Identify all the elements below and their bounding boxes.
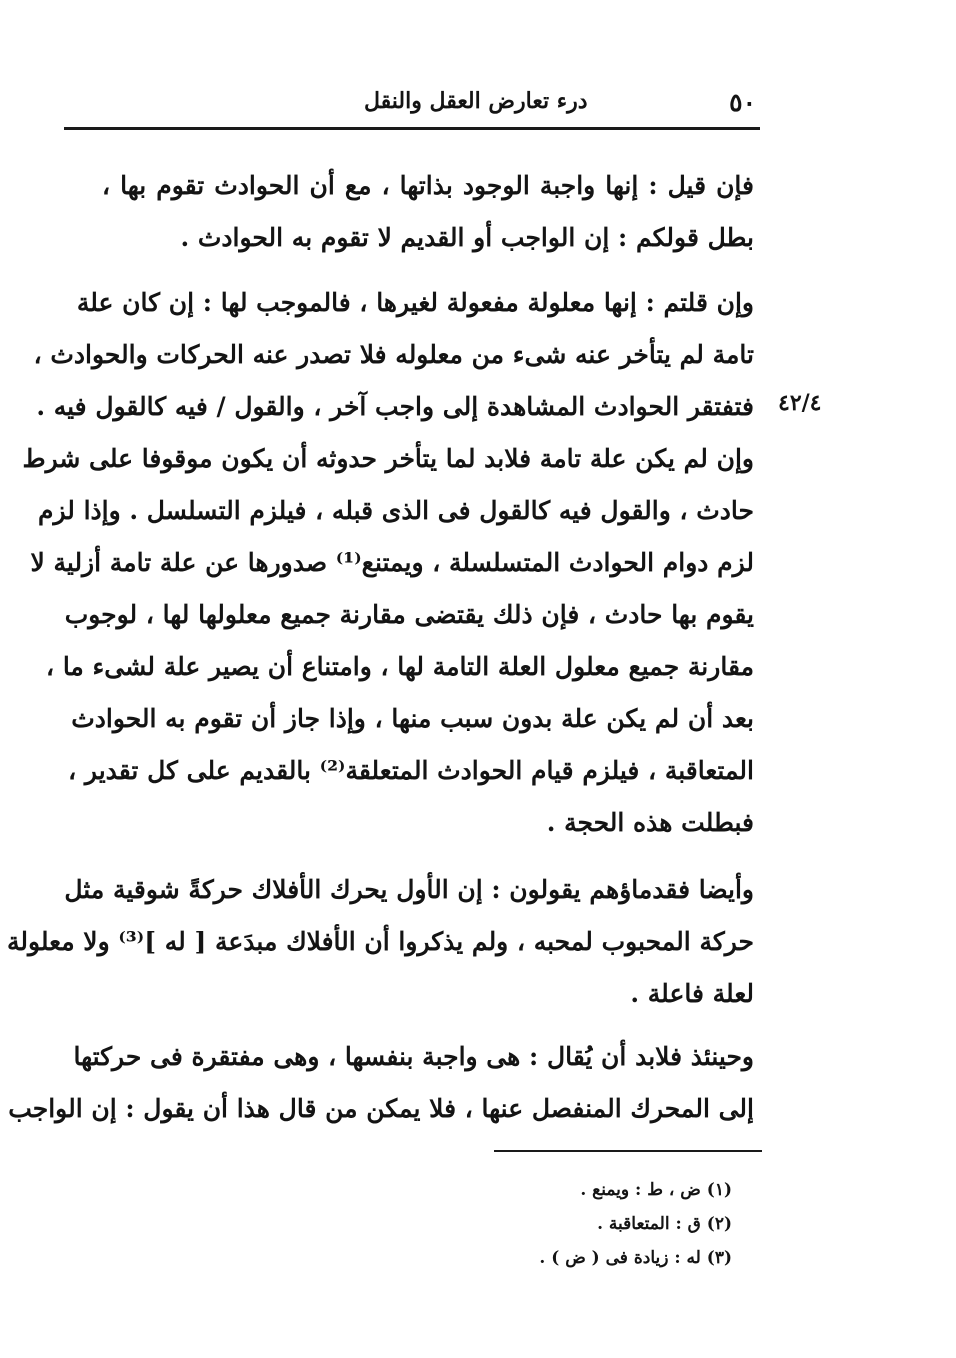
running-title: درء تعارض العقل والنقل	[364, 88, 588, 114]
footnote-rule	[494, 1150, 762, 1152]
paragraph-2	[22, 277, 754, 849]
text-line: لعلة فاعلة .	[630, 979, 754, 1008]
paragraph-3	[6, 864, 754, 1020]
text-line: المتعاقبة ، فيلزم قيام الحوادث المتعلقة⁽²⁾ بالقديم على كل تقدير ،	[68, 756, 754, 785]
text-line: بطل قولكم : إن الواجب أو القديم لا تقوم به الحوادث .	[180, 223, 754, 252]
text-line: بعد أن لم يكن علة بدون سبب منها ، وإذا جاز أن تقوم به الحوادث	[71, 704, 754, 733]
header-rule	[64, 127, 760, 130]
margin-volume-page-note: ٤٢/٤	[778, 390, 822, 416]
paragraph-1	[102, 160, 754, 264]
text-line: حركة المحبوب لمحبه ، ولم يذكروا أن الأفلاك مبدَعة [ له ]⁽³⁾ ولا معلولة	[6, 927, 754, 956]
text-line: إلى المحرك المنفصل عنها ، فلا يمكن من قال هذا أن يقول : إن الواجب	[8, 1094, 754, 1123]
footnote: (٣) له : زيادة فى ( ض ) .	[539, 1248, 732, 1268]
page-number: ٥٠	[729, 88, 756, 117]
text-line: وإن قلتم : إنها معلولة مفعولة لغيرها ، فالموجب لها : إن كان علة	[76, 288, 754, 317]
text-line: حادث ، والقول فيه كالقول فى الذى قبله ، فيلزم التسلسل . وإذا لزم	[37, 496, 754, 525]
text-line: يقوم بها حادث ، فإن ذلك يقتضى مقارنة جميع معلولها لها ، لوجوب	[64, 600, 754, 629]
text-line: فبطلت هذه الحجة .	[546, 808, 754, 837]
text-line: لزم دوام الحوادث المتسلسلة ، ويمتنع⁽¹⁾ صدورها عن علة تامة أزلية لا	[30, 548, 754, 577]
text-line: فتفتقر الحوادث المشاهدة إلى واجب آخر ، والقول / فيه كالقول فيه .	[36, 392, 754, 421]
footnotes	[539, 1173, 732, 1275]
footnote: (١) ض ، ط : ويمنع .	[580, 1180, 732, 1200]
paragraph-4	[8, 1031, 754, 1135]
text-line: مقارنة جميع معلول العلة التامة لها ، وامتناع أن يصير علة لشىء ما ،	[46, 652, 754, 681]
text-line: وإن لم يكن علة تامة فلابد لما يتأخر حدوثه أن يكون موقوفا على شرط	[22, 444, 754, 473]
text-line: وأيضا فقدماؤهم يقولون : إن الأول يحرك الأفلاك حركةً شوقية مثل	[64, 875, 754, 904]
footnote: (٢) ق : المتعاقبة .	[597, 1214, 732, 1234]
page-header	[64, 82, 760, 126]
text-line: وحينئذ فلابد أن يُقال : هى واجبة بنفسها ، وهى مفتقرة فى حركتها	[73, 1042, 754, 1071]
text-line: تامة لم يتأخر عنه شىء من معلوله فلا تصدر عنه الحركات والحوادث ،	[33, 340, 754, 369]
text-line: فإن قيل : إنها واجبة الوجود بذاتها ، مع أن الحوادث تقوم بها ،	[102, 171, 754, 200]
